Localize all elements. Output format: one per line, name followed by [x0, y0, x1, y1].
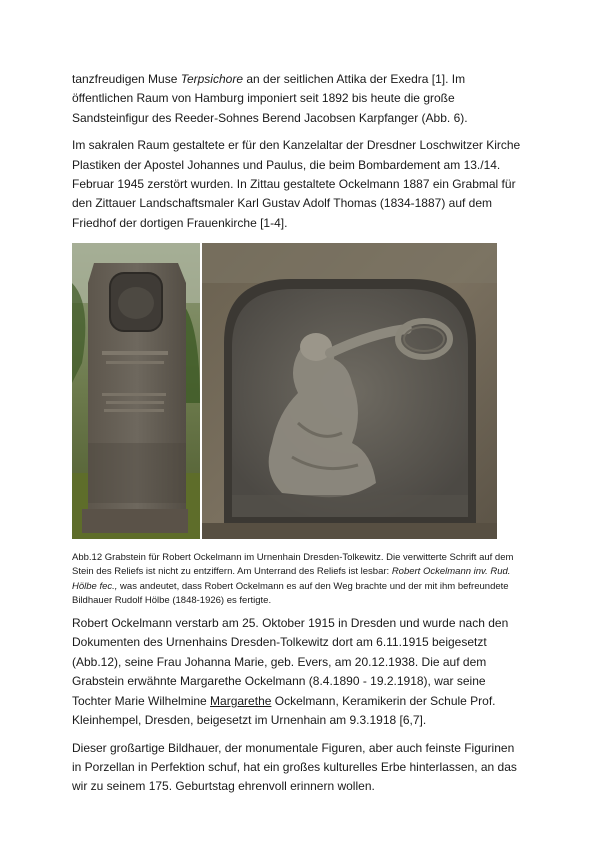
paragraph-sacred-works: Im sakralen Raum gestaltete er für den Kanzelaltar der Dresdner Loschwitzer Kirche Plastiken der Apostel Johannes und Paulus, die beim Bombardement am 13./14. Februar 1945 zerstört wurden. In Zittau gestaltete Ockelmann 1887 ein Grabmal für den Zittauer Landschaftsmaler Karl Gustav Adolf Thomas (1834-1887) auf dem Friedhof der dortigen Frauenkirche [1-4]. [72, 138, 521, 230]
caption-text: Abb.12 Grabstein für Robert Ockelmann im Urnenhain Dresden-Tolkewitz. Die verwitterte Schrift auf dem Stein des Reliefs ist nicht zu entziffern. Am Unterrand des Reliefs ist lesbar: [72, 552, 514, 578]
text-run: Ockelmann, Keramikerin der Schule Prof. Kleinhempel, Dresden, beigesetzt im Urnenhain am 9.3.1918 [6,7]. [72, 693, 496, 728]
gravestone-photo [72, 243, 200, 539]
caption-text: was andeutet, dass Robert Ockelmann es auf den Weg brachte und der mit ihm befreundete Bildhauer Rudolf Hölbe (1848-1926) es fertigte. [72, 580, 509, 606]
paragraph-terpsichore [72, 70, 524, 128]
caption-italic: Robert Ockelmann inv. Rud. Hölbe fec., [72, 566, 511, 592]
figure-caption [72, 551, 524, 608]
paragraph-death [72, 614, 524, 730]
italic-text: Terpsichore [180, 72, 243, 86]
text-run: an der seitlichen Attika der Exedra [1]. Im öffentlichen Raum von Hamburg imponiert seit 1892 bis heute die große Sandsteinfigur des Reeder-Sohnes Berend Jacobsen Karpfanger (Abb. 6). [72, 72, 468, 125]
document-page [72, 70, 524, 797]
underlined-name: Margarethe [210, 693, 272, 708]
paragraph-legacy: Dieser großartige Bildhauer, der monumentale Figuren, aber auch feinste Figurinen in Porzellan in Perfektion schuf, hat ein großes kulturelles Erbe hinterlassen, an das wir zu seinem 175. Geburtstag ehrenvoll erinnern wollen. [72, 740, 517, 794]
figure-abb12 [72, 243, 524, 539]
relief-photo [202, 243, 497, 539]
text-run: tanzfreudigen Muse [72, 72, 181, 86]
text-run: Robert Ockelmann verstarb am 25. Oktober 1915 in Dresden und wurde nach den Dokumenten des Urnenhains Dresden-Tolkewitz dort am 6.11.1915 beigesetzt (Abb.12), seine Frau Johanna Marie, geb. Evers, am 20.12.1938. Die auf dem Grabstein erwähnte Margarethe Ockelmann (8.4.1890 - 19.2.1918), war seine Tochter Marie Wilhelmine [72, 616, 509, 708]
